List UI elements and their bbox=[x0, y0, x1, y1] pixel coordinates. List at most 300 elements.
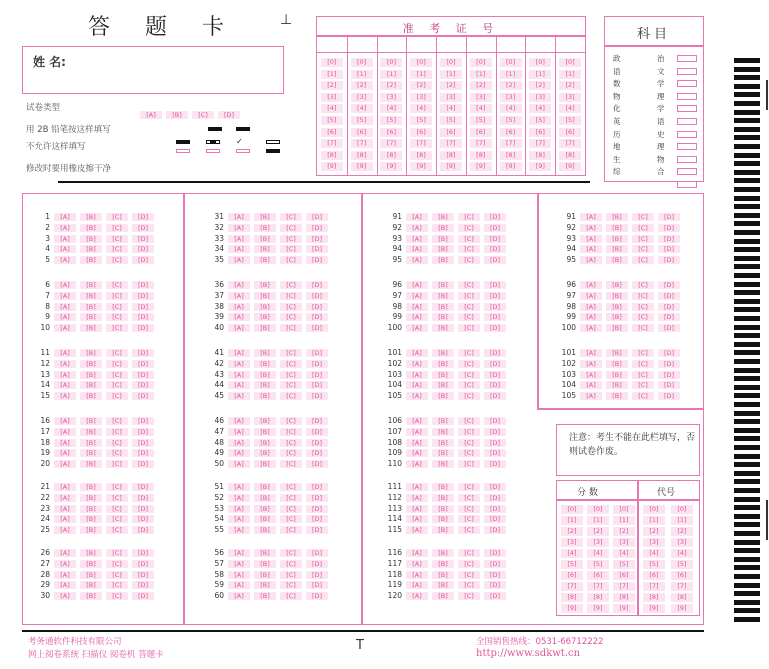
exam-id-digit[interactable]: [9] bbox=[559, 162, 581, 171]
answer-bubble-b[interactable]: [B] bbox=[606, 235, 628, 243]
answer-bubble-d[interactable]: [D] bbox=[132, 428, 154, 436]
exam-id-digit[interactable]: [0] bbox=[559, 58, 581, 67]
exam-id-digit[interactable]: [6] bbox=[410, 128, 432, 137]
score-digit[interactable]: [2] bbox=[561, 527, 583, 536]
answer-bubble-c[interactable]: [C] bbox=[458, 381, 480, 389]
exam-id-digit[interactable]: [1] bbox=[500, 70, 522, 79]
answer-bubble-c[interactable]: [C] bbox=[632, 224, 654, 232]
score-digit[interactable]: [7] bbox=[561, 582, 583, 591]
answer-bubble-d[interactable]: [D] bbox=[658, 349, 680, 357]
answer-bubble-d[interactable]: [D] bbox=[306, 505, 328, 513]
answer-bubble-a[interactable]: [A] bbox=[54, 428, 76, 436]
answer-bubble-d[interactable]: [D] bbox=[484, 571, 506, 579]
answer-bubble-c[interactable]: [C] bbox=[458, 505, 480, 513]
score-digit[interactable]: [0] bbox=[643, 505, 665, 514]
answer-bubble-d[interactable]: [D] bbox=[484, 381, 506, 389]
score-digit[interactable]: [7] bbox=[613, 582, 635, 591]
exam-id-digit[interactable]: [2] bbox=[440, 81, 462, 90]
answer-bubble-d[interactable]: [D] bbox=[484, 213, 506, 221]
answer-bubble-d[interactable]: [D] bbox=[658, 371, 680, 379]
answer-bubble-c[interactable]: [C] bbox=[458, 349, 480, 357]
exam-id-digit[interactable]: [1] bbox=[559, 70, 581, 79]
exam-id-digit[interactable]: [0] bbox=[500, 58, 522, 67]
answer-bubble-a[interactable]: [A] bbox=[228, 349, 250, 357]
subject-bubble[interactable] bbox=[677, 118, 697, 125]
answer-bubble-a[interactable]: [A] bbox=[54, 494, 76, 502]
answer-bubble-a[interactable]: [A] bbox=[54, 381, 76, 389]
answer-bubble-b[interactable]: [B] bbox=[254, 392, 276, 400]
answer-bubble-d[interactable]: [D] bbox=[306, 483, 328, 491]
answer-bubble-b[interactable]: [B] bbox=[432, 494, 454, 502]
answer-bubble-c[interactable]: [C] bbox=[458, 371, 480, 379]
answer-bubble-b[interactable]: [B] bbox=[606, 313, 628, 321]
answer-bubble-c[interactable]: [C] bbox=[106, 256, 128, 264]
exam-id-digit[interactable]: [7] bbox=[470, 139, 492, 148]
answer-bubble-a[interactable]: [A] bbox=[54, 313, 76, 321]
answer-bubble-a[interactable]: [A] bbox=[228, 581, 250, 589]
answer-bubble-c[interactable]: [C] bbox=[280, 592, 302, 600]
answer-bubble-b[interactable]: [B] bbox=[432, 483, 454, 491]
exam-id-write-cell[interactable] bbox=[317, 36, 347, 53]
answer-bubble-d[interactable]: [D] bbox=[484, 560, 506, 568]
exam-id-digit[interactable]: [7] bbox=[410, 139, 432, 148]
answer-bubble-b[interactable]: [B] bbox=[606, 292, 628, 300]
exam-id-digit[interactable]: [4] bbox=[559, 104, 581, 113]
score-digit[interactable]: [1] bbox=[587, 516, 609, 525]
answer-bubble-d[interactable]: [D] bbox=[306, 428, 328, 436]
answer-bubble-a[interactable]: [A] bbox=[54, 449, 76, 457]
answer-bubble-b[interactable]: [B] bbox=[432, 349, 454, 357]
exam-id-digit[interactable]: [0] bbox=[410, 58, 432, 67]
exam-id-digit[interactable]: [4] bbox=[440, 104, 462, 113]
answer-bubble-c[interactable]: [C] bbox=[458, 324, 480, 332]
answer-bubble-c[interactable]: [C] bbox=[106, 292, 128, 300]
answer-bubble-c[interactable]: [C] bbox=[458, 360, 480, 368]
answer-bubble-a[interactable]: [A] bbox=[406, 313, 428, 321]
answer-bubble-a[interactable]: [A] bbox=[54, 281, 76, 289]
answer-bubble-c[interactable]: [C] bbox=[458, 417, 480, 425]
answer-bubble-c[interactable]: [C] bbox=[280, 324, 302, 332]
answer-bubble-b[interactable]: [B] bbox=[254, 526, 276, 534]
score-digit[interactable]: [4] bbox=[671, 549, 693, 558]
exam-id-digit[interactable]: [8] bbox=[380, 151, 402, 160]
exam-id-digit[interactable]: [9] bbox=[410, 162, 432, 171]
answer-bubble-d[interactable]: [D] bbox=[306, 303, 328, 311]
answer-bubble-b[interactable]: [B] bbox=[432, 592, 454, 600]
exam-id-digit[interactable]: [8] bbox=[500, 151, 522, 160]
exam-id-digit[interactable]: [1] bbox=[321, 70, 343, 79]
answer-bubble-b[interactable]: [B] bbox=[254, 483, 276, 491]
answer-bubble-d[interactable]: [D] bbox=[484, 245, 506, 253]
answer-bubble-b[interactable]: [B] bbox=[80, 549, 102, 557]
answer-bubble-a[interactable]: [A] bbox=[406, 213, 428, 221]
exam-id-digit[interactable]: [9] bbox=[500, 162, 522, 171]
score-digit[interactable]: [5] bbox=[587, 560, 609, 569]
answer-bubble-c[interactable]: [C] bbox=[106, 560, 128, 568]
answer-bubble-d[interactable]: [D] bbox=[484, 235, 506, 243]
score-digit[interactable]: [8] bbox=[561, 593, 583, 602]
score-digit[interactable]: [6] bbox=[643, 571, 665, 580]
answer-bubble-c[interactable]: [C] bbox=[106, 549, 128, 557]
answer-bubble-a[interactable]: [A] bbox=[54, 526, 76, 534]
answer-bubble-d[interactable]: [D] bbox=[658, 235, 680, 243]
exam-id-digit[interactable]: [3] bbox=[410, 93, 432, 102]
answer-bubble-a[interactable]: [A] bbox=[54, 349, 76, 357]
answer-bubble-c[interactable]: [C] bbox=[106, 213, 128, 221]
answer-bubble-c[interactable]: [C] bbox=[458, 460, 480, 468]
exam-id-digit[interactable]: [5] bbox=[380, 116, 402, 125]
answer-bubble-b[interactable]: [B] bbox=[254, 417, 276, 425]
answer-bubble-d[interactable]: [D] bbox=[306, 360, 328, 368]
answer-bubble-b[interactable]: [B] bbox=[80, 505, 102, 513]
answer-bubble-d[interactable]: [D] bbox=[132, 526, 154, 534]
score-digit[interactable]: [8] bbox=[643, 593, 665, 602]
answer-bubble-d[interactable]: [D] bbox=[132, 360, 154, 368]
exam-id-digit[interactable]: [3] bbox=[559, 93, 581, 102]
answer-bubble-d[interactable]: [D] bbox=[658, 381, 680, 389]
score-digit[interactable]: [3] bbox=[671, 538, 693, 547]
answer-bubble-d[interactable]: [D] bbox=[306, 549, 328, 557]
exam-id-digit[interactable]: [5] bbox=[559, 116, 581, 125]
answer-bubble-c[interactable]: [C] bbox=[106, 281, 128, 289]
answer-bubble-b[interactable]: [B] bbox=[432, 392, 454, 400]
exam-id-digit[interactable]: [4] bbox=[380, 104, 402, 113]
exam-id-digit[interactable]: [1] bbox=[470, 70, 492, 79]
score-digit[interactable]: [1] bbox=[643, 516, 665, 525]
answer-bubble-a[interactable]: [A] bbox=[228, 494, 250, 502]
answer-bubble-d[interactable]: [D] bbox=[132, 281, 154, 289]
exam-id-digit[interactable]: [1] bbox=[351, 70, 373, 79]
exam-id-digit[interactable]: [3] bbox=[440, 93, 462, 102]
answer-bubble-b[interactable]: [B] bbox=[254, 381, 276, 389]
answer-bubble-a[interactable]: [A] bbox=[406, 224, 428, 232]
answer-bubble-c[interactable]: [C] bbox=[280, 449, 302, 457]
answer-bubble-b[interactable]: [B] bbox=[432, 256, 454, 264]
answer-bubble-c[interactable]: [C] bbox=[106, 313, 128, 321]
answer-bubble-b[interactable]: [B] bbox=[80, 213, 102, 221]
answer-bubble-c[interactable]: [C] bbox=[280, 428, 302, 436]
answer-bubble-b[interactable]: [B] bbox=[254, 428, 276, 436]
answer-bubble-a[interactable]: [A] bbox=[54, 560, 76, 568]
answer-bubble-b[interactable]: [B] bbox=[80, 224, 102, 232]
answer-bubble-a[interactable]: [A] bbox=[228, 560, 250, 568]
answer-bubble-a[interactable]: [A] bbox=[228, 381, 250, 389]
answer-bubble-d[interactable]: [D] bbox=[484, 483, 506, 491]
answer-bubble-b[interactable]: [B] bbox=[432, 381, 454, 389]
answer-bubble-d[interactable]: [D] bbox=[132, 324, 154, 332]
exam-id-digit[interactable]: [6] bbox=[380, 128, 402, 137]
answer-bubble-c[interactable]: [C] bbox=[280, 392, 302, 400]
answer-bubble-a[interactable]: [A] bbox=[406, 505, 428, 513]
score-digit[interactable]: [1] bbox=[613, 516, 635, 525]
answer-bubble-b[interactable]: [B] bbox=[254, 571, 276, 579]
answer-bubble-d[interactable]: [D] bbox=[306, 449, 328, 457]
answer-bubble-d[interactable]: [D] bbox=[658, 245, 680, 253]
exam-id-digit[interactable]: [7] bbox=[559, 139, 581, 148]
answer-bubble-a[interactable]: [A] bbox=[406, 439, 428, 447]
answer-bubble-d[interactable]: [D] bbox=[484, 392, 506, 400]
answer-bubble-a[interactable]: [A] bbox=[54, 256, 76, 264]
exam-id-digit[interactable]: [4] bbox=[529, 104, 551, 113]
answer-bubble-d[interactable]: [D] bbox=[132, 303, 154, 311]
answer-bubble-c[interactable]: [C] bbox=[106, 494, 128, 502]
paper-type-option-d[interactable]: [D] bbox=[218, 111, 240, 119]
exam-id-write-cell[interactable] bbox=[436, 36, 466, 53]
answer-bubble-d[interactable]: [D] bbox=[132, 417, 154, 425]
exam-id-digit[interactable]: [2] bbox=[410, 81, 432, 90]
answer-bubble-c[interactable]: [C] bbox=[106, 505, 128, 513]
answer-bubble-d[interactable]: [D] bbox=[484, 313, 506, 321]
subject-bubble[interactable] bbox=[677, 168, 697, 175]
answer-bubble-d[interactable]: [D] bbox=[484, 526, 506, 534]
answer-bubble-c[interactable]: [C] bbox=[458, 549, 480, 557]
answer-bubble-a[interactable]: [A] bbox=[228, 483, 250, 491]
exam-id-digit[interactable]: [3] bbox=[470, 93, 492, 102]
answer-bubble-d[interactable]: [D] bbox=[306, 313, 328, 321]
exam-id-digit[interactable]: [1] bbox=[380, 70, 402, 79]
score-digit[interactable]: [6] bbox=[561, 571, 583, 580]
answer-bubble-c[interactable]: [C] bbox=[458, 592, 480, 600]
subject-bubble[interactable] bbox=[677, 55, 697, 62]
answer-bubble-b[interactable]: [B] bbox=[606, 381, 628, 389]
answer-bubble-a[interactable]: [A] bbox=[54, 235, 76, 243]
answer-bubble-c[interactable]: [C] bbox=[632, 292, 654, 300]
answer-bubble-b[interactable]: [B] bbox=[432, 417, 454, 425]
answer-bubble-b[interactable]: [B] bbox=[80, 592, 102, 600]
answer-bubble-a[interactable]: [A] bbox=[580, 324, 602, 332]
exam-id-digit[interactable]: [5] bbox=[351, 116, 373, 125]
answer-bubble-a[interactable]: [A] bbox=[228, 549, 250, 557]
answer-bubble-c[interactable]: [C] bbox=[280, 281, 302, 289]
answer-bubble-c[interactable]: [C] bbox=[458, 560, 480, 568]
exam-id-digit[interactable]: [6] bbox=[351, 128, 373, 137]
answer-bubble-d[interactable]: [D] bbox=[306, 256, 328, 264]
answer-bubble-a[interactable]: [A] bbox=[406, 292, 428, 300]
answer-bubble-b[interactable]: [B] bbox=[606, 245, 628, 253]
exam-id-digit[interactable]: [2] bbox=[470, 81, 492, 90]
exam-id-digit[interactable]: [4] bbox=[500, 104, 522, 113]
answer-bubble-b[interactable]: [B] bbox=[254, 256, 276, 264]
score-digit[interactable]: [7] bbox=[671, 582, 693, 591]
answer-bubble-d[interactable]: [D] bbox=[132, 245, 154, 253]
answer-bubble-d[interactable]: [D] bbox=[132, 515, 154, 523]
answer-bubble-a[interactable]: [A] bbox=[580, 235, 602, 243]
answer-bubble-c[interactable]: [C] bbox=[632, 349, 654, 357]
paper-type-option-a[interactable]: [A] bbox=[140, 111, 162, 119]
score-digit[interactable]: [0] bbox=[587, 505, 609, 514]
exam-id-digit[interactable]: [7] bbox=[351, 139, 373, 148]
answer-bubble-a[interactable]: [A] bbox=[406, 324, 428, 332]
exam-id-digit[interactable]: [9] bbox=[440, 162, 462, 171]
exam-id-digit[interactable]: [2] bbox=[351, 81, 373, 90]
answer-bubble-d[interactable]: [D] bbox=[484, 439, 506, 447]
answer-bubble-c[interactable]: [C] bbox=[458, 235, 480, 243]
answer-bubble-b[interactable]: [B] bbox=[254, 235, 276, 243]
answer-bubble-b[interactable]: [B] bbox=[432, 449, 454, 457]
answer-bubble-d[interactable]: [D] bbox=[132, 292, 154, 300]
score-digit[interactable]: [3] bbox=[587, 538, 609, 547]
answer-bubble-a[interactable]: [A] bbox=[228, 428, 250, 436]
answer-bubble-a[interactable]: [A] bbox=[406, 349, 428, 357]
score-digit[interactable]: [5] bbox=[613, 560, 635, 569]
answer-bubble-b[interactable]: [B] bbox=[432, 235, 454, 243]
answer-bubble-c[interactable]: [C] bbox=[632, 281, 654, 289]
score-digit[interactable]: [0] bbox=[671, 505, 693, 514]
answer-bubble-b[interactable]: [B] bbox=[80, 256, 102, 264]
answer-bubble-d[interactable]: [D] bbox=[484, 449, 506, 457]
exam-id-digit[interactable]: [6] bbox=[500, 128, 522, 137]
subject-bubble[interactable] bbox=[677, 80, 697, 87]
subject-bubble[interactable] bbox=[677, 156, 697, 163]
answer-bubble-b[interactable]: [B] bbox=[254, 349, 276, 357]
answer-bubble-b[interactable]: [B] bbox=[432, 526, 454, 534]
answer-bubble-d[interactable]: [D] bbox=[306, 494, 328, 502]
exam-id-digit[interactable]: [4] bbox=[470, 104, 492, 113]
subject-bubble[interactable] bbox=[677, 131, 697, 138]
answer-bubble-a[interactable]: [A] bbox=[406, 381, 428, 389]
answer-bubble-d[interactable]: [D] bbox=[484, 303, 506, 311]
answer-bubble-c[interactable]: [C] bbox=[458, 515, 480, 523]
answer-bubble-a[interactable]: [A] bbox=[228, 371, 250, 379]
answer-bubble-a[interactable]: [A] bbox=[406, 494, 428, 502]
answer-bubble-b[interactable]: [B] bbox=[432, 303, 454, 311]
exam-id-write-cell[interactable] bbox=[525, 36, 555, 53]
exam-id-grid[interactable] bbox=[317, 36, 585, 176]
answer-bubble-b[interactable]: [B] bbox=[254, 324, 276, 332]
exam-id-digit[interactable]: [3] bbox=[529, 93, 551, 102]
answer-bubble-d[interactable]: [D] bbox=[484, 549, 506, 557]
answer-bubble-a[interactable]: [A] bbox=[228, 235, 250, 243]
answer-bubble-a[interactable]: [A] bbox=[580, 392, 602, 400]
exam-id-digit[interactable]: [5] bbox=[529, 116, 551, 125]
answer-bubble-c[interactable]: [C] bbox=[106, 592, 128, 600]
score-digit[interactable]: [8] bbox=[613, 593, 635, 602]
answer-bubble-a[interactable]: [A] bbox=[580, 303, 602, 311]
answer-bubble-d[interactable]: [D] bbox=[306, 581, 328, 589]
exam-id-digit[interactable]: [7] bbox=[440, 139, 462, 148]
exam-id-digit[interactable]: [7] bbox=[529, 139, 551, 148]
answer-bubble-d[interactable]: [D] bbox=[658, 392, 680, 400]
answer-bubble-b[interactable]: [B] bbox=[432, 560, 454, 568]
score-digit[interactable]: [7] bbox=[587, 582, 609, 591]
answer-bubble-d[interactable]: [D] bbox=[658, 292, 680, 300]
answer-bubble-c[interactable]: [C] bbox=[280, 224, 302, 232]
answer-bubble-d[interactable]: [D] bbox=[658, 360, 680, 368]
answer-bubble-d[interactable]: [D] bbox=[306, 349, 328, 357]
score-digit[interactable]: [7] bbox=[643, 582, 665, 591]
answer-bubble-c[interactable]: [C] bbox=[632, 381, 654, 389]
answer-bubble-b[interactable]: [B] bbox=[254, 549, 276, 557]
exam-id-digit[interactable]: [8] bbox=[321, 151, 343, 160]
answer-bubble-d[interactable]: [D] bbox=[306, 381, 328, 389]
score-digit[interactable]: [6] bbox=[613, 571, 635, 580]
exam-id-digit[interactable]: [0] bbox=[440, 58, 462, 67]
answer-bubble-b[interactable]: [B] bbox=[80, 515, 102, 523]
answer-bubble-c[interactable]: [C] bbox=[458, 483, 480, 491]
answer-bubble-c[interactable]: [C] bbox=[106, 515, 128, 523]
answer-bubble-b[interactable]: [B] bbox=[432, 213, 454, 221]
answer-bubble-c[interactable]: [C] bbox=[280, 360, 302, 368]
answer-bubble-d[interactable]: [D] bbox=[484, 428, 506, 436]
answer-bubble-a[interactable]: [A] bbox=[580, 371, 602, 379]
answer-bubble-b[interactable]: [B] bbox=[80, 324, 102, 332]
exam-id-digit[interactable]: [0] bbox=[351, 58, 373, 67]
exam-id-digit[interactable]: [4] bbox=[321, 104, 343, 113]
answer-bubble-c[interactable]: [C] bbox=[458, 213, 480, 221]
answer-bubble-d[interactable]: [D] bbox=[658, 313, 680, 321]
answer-bubble-c[interactable]: [C] bbox=[106, 449, 128, 457]
answer-bubble-a[interactable]: [A] bbox=[406, 281, 428, 289]
answer-bubble-d[interactable]: [D] bbox=[484, 371, 506, 379]
answer-bubble-c[interactable]: [C] bbox=[458, 224, 480, 232]
answer-bubble-a[interactable]: [A] bbox=[54, 303, 76, 311]
answer-bubble-d[interactable]: [D] bbox=[658, 281, 680, 289]
answer-bubble-d[interactable]: [D] bbox=[132, 460, 154, 468]
answer-bubble-c[interactable]: [C] bbox=[106, 235, 128, 243]
name-box[interactable] bbox=[22, 46, 284, 94]
answer-bubble-d[interactable]: [D] bbox=[484, 349, 506, 357]
answer-bubble-d[interactable]: [D] bbox=[132, 560, 154, 568]
answer-bubble-a[interactable]: [A] bbox=[406, 428, 428, 436]
answer-bubble-d[interactable]: [D] bbox=[484, 224, 506, 232]
score-digit[interactable]: [9] bbox=[671, 604, 693, 613]
answer-bubble-c[interactable]: [C] bbox=[106, 324, 128, 332]
answer-bubble-a[interactable]: [A] bbox=[54, 483, 76, 491]
exam-id-digit[interactable]: [7] bbox=[500, 139, 522, 148]
paper-type-option-b[interactable]: [B] bbox=[166, 111, 188, 119]
answer-bubble-a[interactable]: [A] bbox=[580, 360, 602, 368]
answer-bubble-a[interactable]: [A] bbox=[580, 256, 602, 264]
answer-bubble-c[interactable]: [C] bbox=[280, 235, 302, 243]
answer-bubble-b[interactable]: [B] bbox=[432, 313, 454, 321]
answer-bubble-c[interactable]: [C] bbox=[632, 360, 654, 368]
answer-bubble-b[interactable]: [B] bbox=[432, 571, 454, 579]
answer-bubble-d[interactable]: [D] bbox=[658, 256, 680, 264]
answer-bubble-b[interactable]: [B] bbox=[80, 460, 102, 468]
paper-type-option-c[interactable]: [C] bbox=[192, 111, 214, 119]
score-digit[interactable]: [2] bbox=[587, 527, 609, 536]
answer-bubble-c[interactable]: [C] bbox=[106, 303, 128, 311]
answer-bubble-b[interactable]: [B] bbox=[432, 281, 454, 289]
answer-bubble-d[interactable]: [D] bbox=[132, 549, 154, 557]
answer-bubble-c[interactable]: [C] bbox=[632, 324, 654, 332]
answer-bubble-a[interactable]: [A] bbox=[406, 256, 428, 264]
exam-id-digit[interactable]: [8] bbox=[410, 151, 432, 160]
answer-bubble-c[interactable]: [C] bbox=[280, 371, 302, 379]
answer-bubble-b[interactable]: [B] bbox=[432, 460, 454, 468]
answer-bubble-c[interactable]: [C] bbox=[458, 292, 480, 300]
exam-id-digit[interactable]: [9] bbox=[351, 162, 373, 171]
exam-id-digit[interactable]: [2] bbox=[559, 81, 581, 90]
answer-bubble-b[interactable]: [B] bbox=[606, 213, 628, 221]
exam-id-write-cell[interactable] bbox=[466, 36, 496, 53]
exam-id-digit[interactable]: [3] bbox=[321, 93, 343, 102]
answer-bubble-b[interactable]: [B] bbox=[80, 381, 102, 389]
score-digit[interactable]: [5] bbox=[643, 560, 665, 569]
answer-bubble-d[interactable]: [D] bbox=[484, 324, 506, 332]
answer-bubble-b[interactable]: [B] bbox=[80, 428, 102, 436]
exam-id-digit[interactable]: [3] bbox=[351, 93, 373, 102]
exam-id-digit[interactable]: [6] bbox=[440, 128, 462, 137]
answer-bubble-a[interactable]: [A] bbox=[54, 592, 76, 600]
answer-bubble-b[interactable]: [B] bbox=[606, 360, 628, 368]
exam-id-write-cell[interactable] bbox=[555, 36, 585, 53]
exam-id-digit[interactable]: [5] bbox=[470, 116, 492, 125]
answer-bubble-b[interactable]: [B] bbox=[80, 360, 102, 368]
answer-bubble-a[interactable]: [A] bbox=[228, 526, 250, 534]
answer-bubble-c[interactable]: [C] bbox=[280, 460, 302, 468]
answer-bubble-c[interactable]: [C] bbox=[106, 224, 128, 232]
